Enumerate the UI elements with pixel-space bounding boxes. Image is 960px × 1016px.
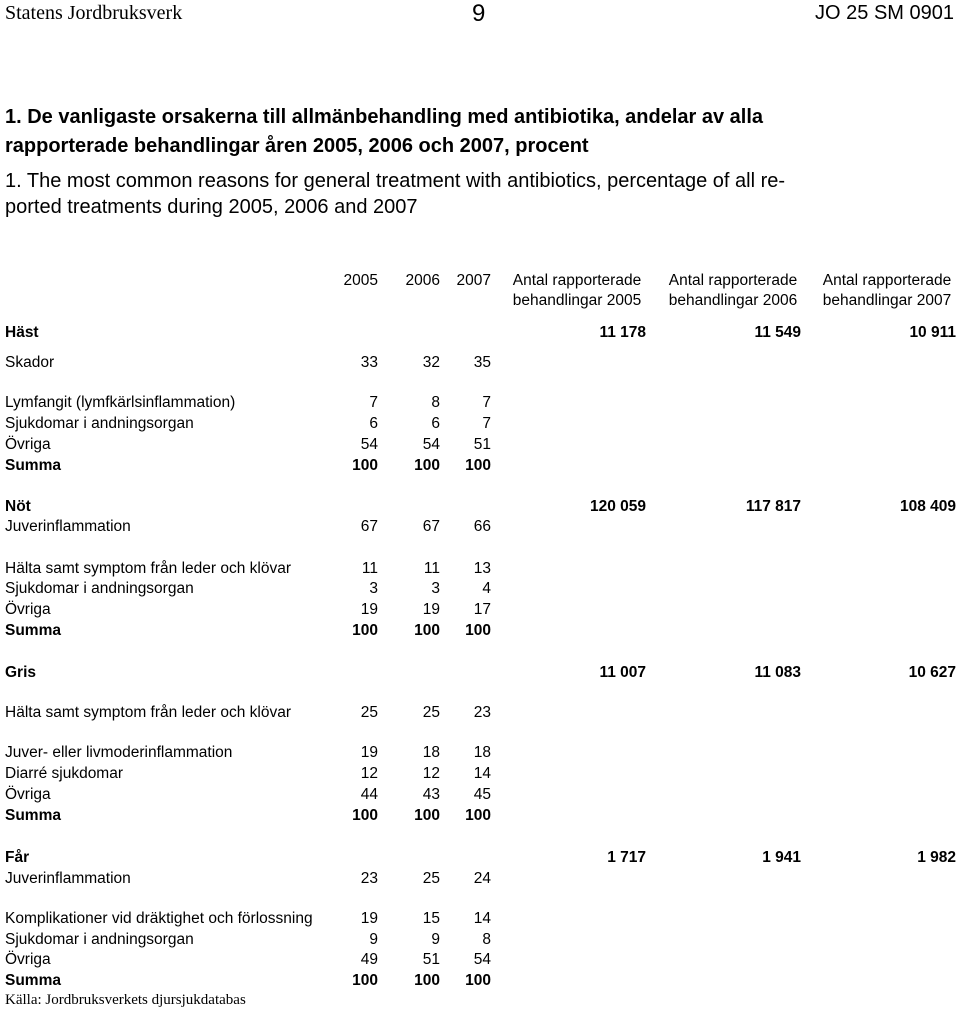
reason-label: Diarré sjukdomar	[5, 765, 124, 782]
year-header: 2006	[405, 272, 440, 289]
percent-value: 11	[361, 560, 378, 577]
title-swedish-line-1: 1. De vanligaste orsakerna till allmänbehandling med antibiotika, andelar av alla	[5, 106, 764, 128]
treatment-count: 1 941	[762, 849, 801, 866]
treatment-count: 120 059	[589, 498, 646, 515]
percent-value: 11	[423, 560, 440, 577]
reason-label: Övriga	[5, 786, 51, 803]
percent-value: 67	[360, 518, 378, 535]
percent-value: 25	[422, 870, 440, 887]
treatment-count: 1 982	[917, 849, 956, 866]
treatment-count: 11 549	[754, 324, 801, 341]
sum-value: 100	[352, 457, 378, 474]
percent-value: 6	[369, 415, 378, 432]
report-code: JO 25 SM 0901	[815, 2, 954, 24]
percent-value: 43	[422, 786, 440, 803]
sum-value: 100	[352, 972, 378, 989]
year-header: 2005	[343, 272, 378, 289]
percent-value: 35	[473, 354, 491, 371]
percent-value: 54	[360, 436, 378, 453]
reason-label: Sjukdomar i andningsorgan	[5, 580, 194, 597]
percent-value: 66	[473, 518, 491, 535]
page-number: 9	[472, 0, 486, 27]
sum-row-label: Summa	[5, 972, 61, 989]
percent-value: 25	[422, 704, 440, 721]
treatment-count: 10 911	[909, 324, 956, 341]
reason-label: Hälta samt symptom från leder och klövar	[5, 560, 291, 577]
group-name: Får	[5, 849, 30, 866]
count-header-line1: Antal rapporterade	[668, 272, 798, 289]
publisher-name: Statens Jordbruksverk	[5, 2, 183, 24]
reason-label: Skador	[5, 354, 55, 371]
percent-value: 54	[422, 436, 440, 453]
reason-label: Juverinflammation	[5, 870, 131, 887]
year-header: 2007	[456, 272, 491, 289]
sum-value: 100	[414, 622, 440, 639]
sum-value: 100	[352, 622, 378, 639]
percent-value: 9	[431, 931, 440, 948]
percent-value: 23	[360, 870, 378, 887]
percent-value: 33	[360, 354, 378, 371]
sum-value: 100	[352, 807, 378, 824]
reason-label: Juverinflammation	[5, 518, 131, 535]
count-header-line1: Antal rapporterade	[822, 272, 952, 289]
treatment-count: 1 717	[607, 849, 646, 866]
sum-row-label: Summa	[5, 622, 61, 639]
treatment-count: 11 083	[754, 664, 801, 681]
percent-value: 6	[431, 415, 440, 432]
percent-value: 54	[473, 951, 491, 968]
sum-value: 100	[465, 622, 491, 639]
count-header-line2: behandlingar 2006	[668, 292, 798, 309]
sum-value: 100	[465, 457, 491, 474]
percent-value: 19	[360, 910, 378, 927]
percent-value: 12	[360, 765, 378, 782]
percent-value: 32	[422, 354, 440, 371]
group-name: Nöt	[5, 498, 31, 515]
reason-label: Lymfangit (lymfkärlsinflammation)	[5, 394, 236, 411]
treatment-count: 117 817	[745, 498, 801, 515]
source-note: Källa: Jordbruksverkets djursjukdatabas	[5, 992, 246, 1008]
percent-value: 7	[482, 415, 491, 432]
percent-value: 17	[473, 601, 491, 618]
treatment-count: 108 409	[899, 498, 956, 515]
title-english-line-1: 1. The most common reasons for general treatment with antibiotics, percentage of all re-	[5, 170, 786, 192]
percent-value: 24	[473, 870, 491, 887]
count-header-line2: behandlingar 2007	[822, 292, 952, 309]
percent-value: 13	[473, 560, 491, 577]
treatment-count: 11 178	[599, 324, 646, 341]
reason-label: Sjukdomar i andningsorgan	[5, 415, 194, 432]
reason-label: Övriga	[5, 436, 51, 453]
percent-value: 44	[360, 786, 378, 803]
percent-value: 8	[482, 931, 491, 948]
reason-label: Övriga	[5, 601, 51, 618]
percent-value: 15	[422, 910, 440, 927]
title-swedish-line-2: rapporterade behandlingar åren 2005, 2006 och 2007, procent	[5, 135, 589, 157]
percent-value: 3	[431, 580, 440, 597]
percent-value: 19	[360, 601, 378, 618]
percent-value: 12	[422, 765, 440, 782]
reason-label: Hälta samt symptom från leder och klövar	[5, 704, 291, 721]
reason-label: Komplikationer vid dräktighet och förlossning	[5, 910, 313, 927]
percent-value: 7	[369, 394, 378, 411]
percent-value: 4	[482, 580, 491, 597]
percent-value: 19	[360, 744, 378, 761]
sum-row-label: Summa	[5, 807, 61, 824]
sum-value: 100	[414, 972, 440, 989]
sum-value: 100	[414, 457, 440, 474]
group-name: Häst	[5, 324, 39, 341]
percent-value: 49	[360, 951, 378, 968]
percent-value: 23	[473, 704, 491, 721]
percent-value: 14	[473, 765, 491, 782]
reason-label: Sjukdomar i andningsorgan	[5, 931, 194, 948]
title-english-line-2: ported treatments during 2005, 2006 and 2007	[5, 196, 418, 218]
treatment-count: 10 627	[908, 664, 956, 681]
treatment-count: 11 007	[599, 664, 646, 681]
sum-value: 100	[465, 972, 491, 989]
percent-value: 18	[422, 744, 440, 761]
percent-value: 25	[360, 704, 378, 721]
percent-value: 7	[482, 394, 491, 411]
count-header-line1: Antal rapporterade	[512, 272, 642, 289]
percent-value: 8	[431, 394, 440, 411]
percent-value: 51	[473, 436, 491, 453]
percent-value: 18	[473, 744, 491, 761]
count-header-line2: behandlingar 2005	[512, 292, 642, 309]
percent-value: 9	[369, 931, 378, 948]
reason-label: Övriga	[5, 951, 51, 968]
sum-value: 100	[465, 807, 491, 824]
percent-value: 3	[369, 580, 378, 597]
sum-row-label: Summa	[5, 457, 61, 474]
reason-label: Juver- eller livmoderinflammation	[5, 744, 233, 761]
percent-value: 19	[422, 601, 440, 618]
percent-value: 45	[473, 786, 491, 803]
percent-value: 51	[422, 951, 440, 968]
percent-value: 67	[422, 518, 440, 535]
sum-value: 100	[414, 807, 440, 824]
percent-value: 14	[473, 910, 491, 927]
group-name: Gris	[5, 664, 37, 681]
